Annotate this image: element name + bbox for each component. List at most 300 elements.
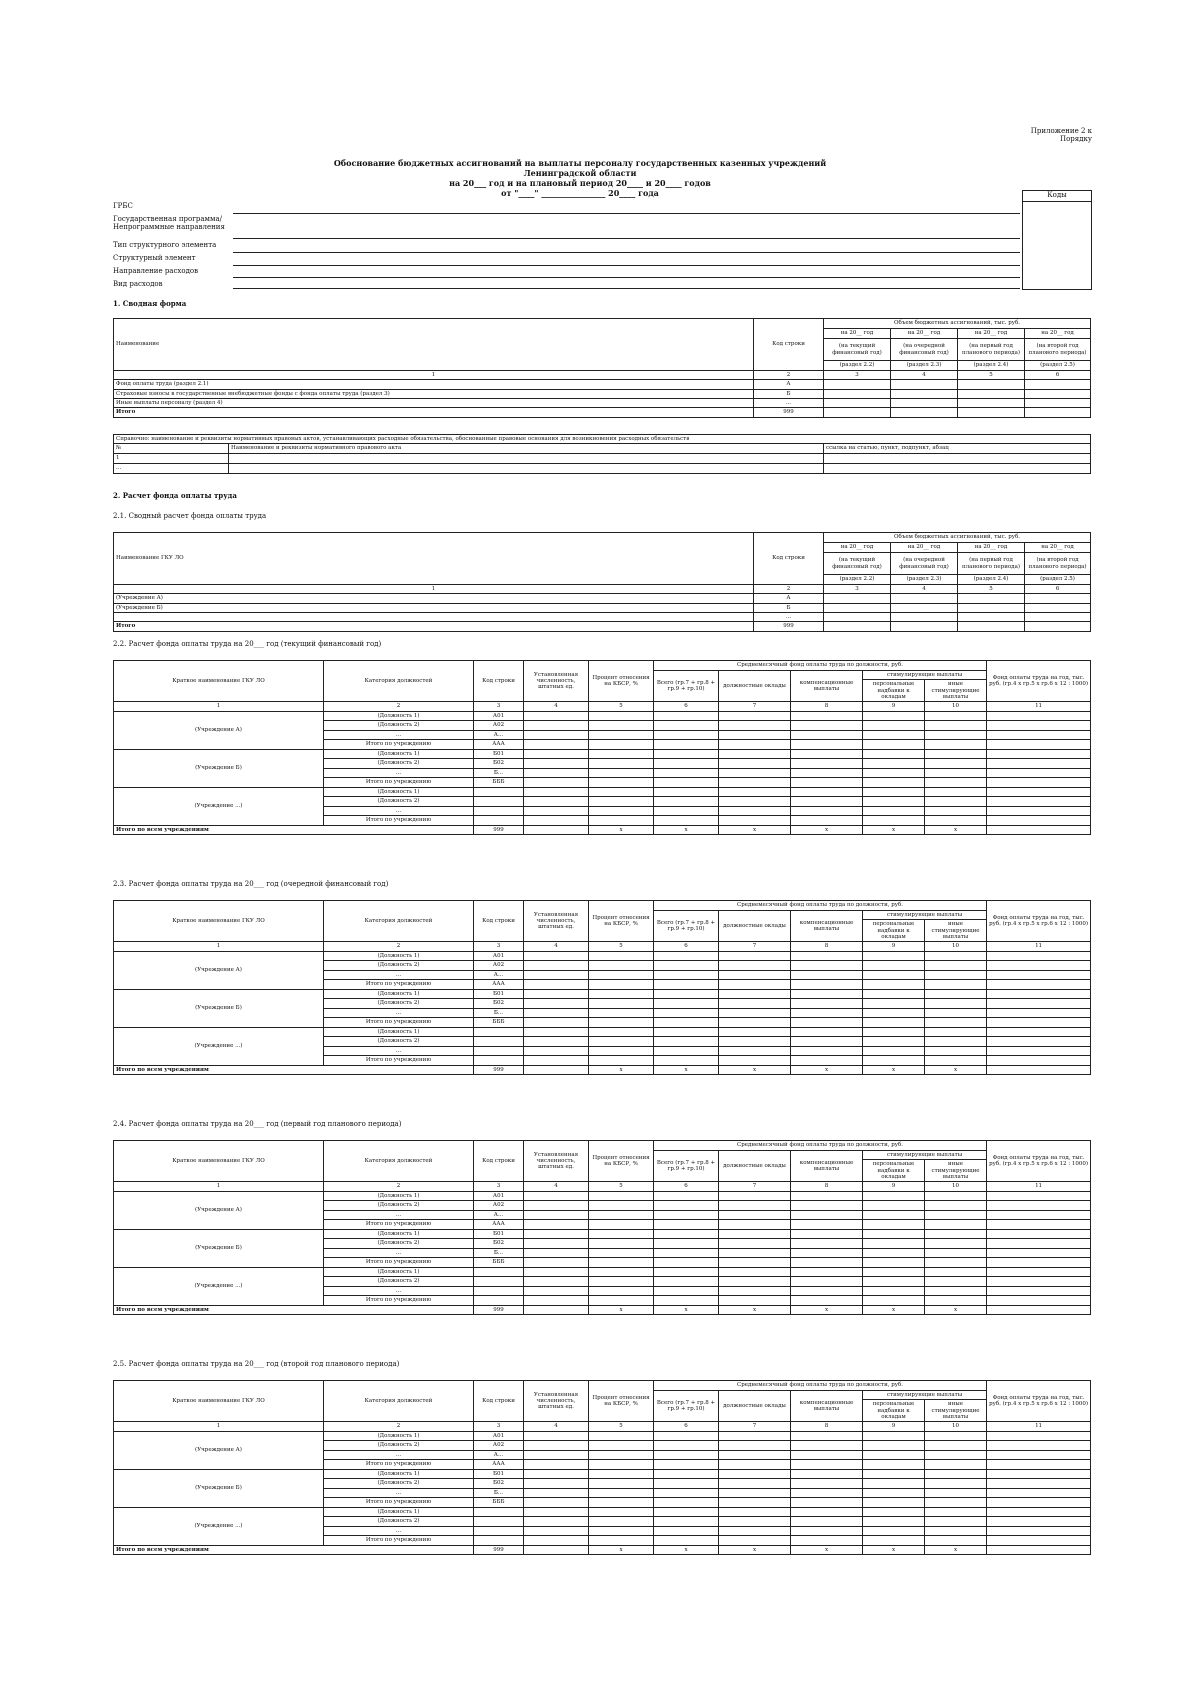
value-cell[interactable] bbox=[863, 1488, 925, 1498]
value-cell[interactable] bbox=[524, 1277, 589, 1287]
value-cell[interactable] bbox=[987, 1037, 1091, 1047]
value-cell[interactable] bbox=[863, 759, 925, 769]
value-cell[interactable] bbox=[987, 816, 1091, 826]
value-cell[interactable] bbox=[654, 1450, 719, 1460]
value-cell[interactable] bbox=[524, 1305, 589, 1314]
value-cell[interactable] bbox=[654, 1220, 719, 1230]
value-cell[interactable] bbox=[987, 1517, 1091, 1527]
value-cell[interactable] bbox=[589, 1191, 654, 1201]
value-cell[interactable] bbox=[654, 797, 719, 807]
value-cell[interactable] bbox=[863, 951, 925, 961]
value-cell[interactable] bbox=[654, 1037, 719, 1047]
value-cell[interactable] bbox=[654, 1286, 719, 1296]
value-cell[interactable] bbox=[863, 1517, 925, 1527]
value-cell[interactable] bbox=[589, 1229, 654, 1239]
value-cell[interactable] bbox=[654, 1277, 719, 1287]
value-cell[interactable] bbox=[987, 806, 1091, 816]
value-cell[interactable] bbox=[891, 389, 958, 398]
value-cell[interactable] bbox=[925, 806, 987, 816]
value-cell[interactable] bbox=[719, 1056, 791, 1066]
value-cell[interactable] bbox=[925, 721, 987, 731]
value-cell[interactable] bbox=[863, 797, 925, 807]
value-cell[interactable] bbox=[891, 398, 958, 407]
value-cell[interactable] bbox=[524, 989, 589, 999]
value-cell[interactable] bbox=[925, 1239, 987, 1249]
value-cell[interactable] bbox=[891, 603, 958, 612]
value-cell[interactable] bbox=[891, 380, 958, 389]
value-cell[interactable] bbox=[987, 740, 1091, 750]
value-cell[interactable] bbox=[524, 1027, 589, 1037]
value-cell[interactable] bbox=[791, 759, 863, 769]
value-cell[interactable] bbox=[987, 980, 1091, 990]
value-cell[interactable] bbox=[654, 1507, 719, 1517]
value-cell[interactable] bbox=[654, 1018, 719, 1028]
value-cell[interactable] bbox=[654, 1191, 719, 1201]
value-cell[interactable] bbox=[654, 1239, 719, 1249]
value-cell[interactable] bbox=[925, 711, 987, 721]
value-cell[interactable] bbox=[719, 1037, 791, 1047]
value-cell[interactable] bbox=[524, 825, 589, 834]
value-cell[interactable] bbox=[791, 1239, 863, 1249]
value-cell[interactable] bbox=[863, 1229, 925, 1239]
value-cell[interactable] bbox=[987, 1469, 1091, 1479]
value-cell[interactable] bbox=[654, 1258, 719, 1268]
value-cell[interactable] bbox=[987, 797, 1091, 807]
value-cell[interactable] bbox=[791, 1191, 863, 1201]
value-cell[interactable] bbox=[824, 603, 891, 612]
value-cell[interactable] bbox=[589, 951, 654, 961]
value-cell[interactable] bbox=[824, 398, 891, 407]
value-cell[interactable] bbox=[524, 980, 589, 990]
value-cell[interactable] bbox=[987, 778, 1091, 788]
value-cell[interactable] bbox=[925, 778, 987, 788]
value-cell[interactable] bbox=[719, 951, 791, 961]
value-cell[interactable] bbox=[719, 730, 791, 740]
value-cell[interactable] bbox=[987, 1220, 1091, 1230]
value-cell[interactable] bbox=[589, 1258, 654, 1268]
value-cell[interactable] bbox=[863, 806, 925, 816]
value-cell[interactable] bbox=[791, 1498, 863, 1508]
value-cell[interactable] bbox=[791, 1258, 863, 1268]
value-cell[interactable] bbox=[987, 768, 1091, 778]
value-cell[interactable] bbox=[524, 1498, 589, 1508]
value-cell[interactable] bbox=[863, 740, 925, 750]
value-cell[interactable] bbox=[791, 1018, 863, 1028]
value-cell[interactable] bbox=[654, 730, 719, 740]
value-cell[interactable] bbox=[524, 721, 589, 731]
value-cell[interactable] bbox=[524, 1460, 589, 1470]
value-cell[interactable] bbox=[589, 1296, 654, 1306]
value-cell[interactable] bbox=[654, 1210, 719, 1220]
value-cell[interactable] bbox=[791, 1479, 863, 1489]
value-cell[interactable] bbox=[863, 1431, 925, 1441]
value-cell[interactable] bbox=[863, 1286, 925, 1296]
value-cell[interactable] bbox=[589, 1460, 654, 1470]
value-cell[interactable] bbox=[719, 1431, 791, 1441]
value-cell[interactable] bbox=[524, 951, 589, 961]
value-cell[interactable] bbox=[589, 778, 654, 788]
value-cell[interactable] bbox=[863, 711, 925, 721]
value-cell[interactable] bbox=[987, 961, 1091, 971]
value-cell[interactable] bbox=[791, 730, 863, 740]
value-cell[interactable] bbox=[791, 1210, 863, 1220]
value-cell[interactable] bbox=[987, 1286, 1091, 1296]
value-cell[interactable] bbox=[1025, 380, 1091, 389]
value-cell[interactable] bbox=[925, 1526, 987, 1536]
value-cell[interactable] bbox=[863, 816, 925, 826]
value-cell[interactable] bbox=[958, 389, 1025, 398]
value-cell[interactable] bbox=[925, 1037, 987, 1047]
value-cell[interactable] bbox=[654, 1479, 719, 1489]
value-cell[interactable] bbox=[719, 1027, 791, 1037]
value-cell[interactable] bbox=[589, 806, 654, 816]
value-cell[interactable] bbox=[925, 1229, 987, 1239]
value-cell[interactable] bbox=[863, 961, 925, 971]
value-cell[interactable] bbox=[719, 970, 791, 980]
value-cell[interactable] bbox=[719, 999, 791, 1009]
value-cell[interactable] bbox=[589, 1498, 654, 1508]
value-cell[interactable] bbox=[589, 961, 654, 971]
value-cell[interactable] bbox=[925, 759, 987, 769]
value-cell[interactable] bbox=[524, 1210, 589, 1220]
value-cell[interactable] bbox=[654, 787, 719, 797]
value-cell[interactable] bbox=[719, 797, 791, 807]
value-cell[interactable] bbox=[791, 1488, 863, 1498]
value-cell[interactable] bbox=[925, 1056, 987, 1066]
value-cell[interactable] bbox=[589, 797, 654, 807]
value-cell[interactable] bbox=[925, 989, 987, 999]
value-cell[interactable] bbox=[524, 778, 589, 788]
value-cell[interactable] bbox=[719, 816, 791, 826]
value-cell[interactable] bbox=[719, 1296, 791, 1306]
value-cell[interactable] bbox=[791, 989, 863, 999]
value-cell[interactable] bbox=[589, 1469, 654, 1479]
value-cell[interactable] bbox=[791, 980, 863, 990]
value-cell[interactable] bbox=[589, 1201, 654, 1211]
value-cell[interactable] bbox=[524, 816, 589, 826]
value-cell[interactable] bbox=[987, 1488, 1091, 1498]
ref-cell[interactable] bbox=[229, 463, 824, 473]
ref-cell[interactable] bbox=[824, 463, 1091, 473]
value-cell[interactable] bbox=[863, 980, 925, 990]
value-cell[interactable] bbox=[719, 721, 791, 731]
value-cell[interactable] bbox=[791, 1277, 863, 1287]
value-cell[interactable] bbox=[791, 1450, 863, 1460]
value-cell[interactable] bbox=[719, 1498, 791, 1508]
value-cell[interactable] bbox=[987, 1008, 1091, 1018]
value-cell[interactable] bbox=[719, 787, 791, 797]
value-cell[interactable] bbox=[524, 787, 589, 797]
value-cell[interactable] bbox=[863, 1239, 925, 1249]
value-cell[interactable] bbox=[524, 1488, 589, 1498]
value-cell[interactable] bbox=[958, 603, 1025, 612]
value-cell[interactable] bbox=[719, 1201, 791, 1211]
value-cell[interactable] bbox=[863, 1037, 925, 1047]
value-cell[interactable] bbox=[824, 389, 891, 398]
value-cell[interactable] bbox=[589, 970, 654, 980]
value-cell[interactable] bbox=[958, 380, 1025, 389]
value-cell[interactable] bbox=[654, 1267, 719, 1277]
value-cell[interactable] bbox=[589, 1286, 654, 1296]
value-cell[interactable] bbox=[987, 711, 1091, 721]
value-cell[interactable] bbox=[589, 1431, 654, 1441]
value-cell[interactable] bbox=[987, 787, 1091, 797]
value-cell[interactable] bbox=[524, 1517, 589, 1527]
value-cell[interactable] bbox=[654, 1517, 719, 1527]
value-cell[interactable] bbox=[925, 730, 987, 740]
value-cell[interactable] bbox=[524, 1229, 589, 1239]
value-cell[interactable] bbox=[925, 768, 987, 778]
value-cell[interactable] bbox=[863, 1507, 925, 1517]
value-cell[interactable] bbox=[987, 1536, 1091, 1546]
value-cell[interactable] bbox=[589, 999, 654, 1009]
value-cell[interactable] bbox=[719, 989, 791, 999]
value-cell[interactable] bbox=[524, 1507, 589, 1517]
value-cell[interactable] bbox=[589, 768, 654, 778]
value-cell[interactable] bbox=[654, 1248, 719, 1258]
value-cell[interactable] bbox=[589, 1046, 654, 1056]
value-cell[interactable] bbox=[1025, 408, 1091, 417]
value-cell[interactable] bbox=[987, 1507, 1091, 1517]
value-cell[interactable] bbox=[524, 1545, 589, 1554]
value-cell[interactable] bbox=[987, 1056, 1091, 1066]
value-cell[interactable] bbox=[863, 1441, 925, 1451]
value-cell[interactable] bbox=[925, 1441, 987, 1451]
value-cell[interactable] bbox=[791, 1286, 863, 1296]
value-cell[interactable] bbox=[791, 1267, 863, 1277]
value-cell[interactable] bbox=[524, 999, 589, 1009]
value-cell[interactable] bbox=[863, 1277, 925, 1287]
value-cell[interactable] bbox=[589, 787, 654, 797]
value-cell[interactable] bbox=[987, 1526, 1091, 1536]
value-cell[interactable] bbox=[1025, 389, 1091, 398]
value-cell[interactable] bbox=[719, 1210, 791, 1220]
value-cell[interactable] bbox=[719, 1220, 791, 1230]
value-cell[interactable] bbox=[891, 594, 958, 603]
value-cell[interactable] bbox=[719, 1191, 791, 1201]
value-cell[interactable] bbox=[863, 1460, 925, 1470]
value-cell[interactable] bbox=[719, 1046, 791, 1056]
value-cell[interactable] bbox=[987, 1498, 1091, 1508]
value-cell[interactable] bbox=[524, 1431, 589, 1441]
value-cell[interactable] bbox=[987, 1450, 1091, 1460]
value-cell[interactable] bbox=[524, 1536, 589, 1546]
value-cell[interactable] bbox=[987, 825, 1091, 834]
value-cell[interactable] bbox=[791, 1027, 863, 1037]
value-cell[interactable] bbox=[524, 1450, 589, 1460]
ref-cell[interactable] bbox=[824, 453, 1091, 463]
value-cell[interactable] bbox=[654, 721, 719, 731]
value-cell[interactable] bbox=[589, 1507, 654, 1517]
value-cell[interactable] bbox=[654, 1008, 719, 1018]
value-cell[interactable] bbox=[925, 1258, 987, 1268]
value-cell[interactable] bbox=[719, 1450, 791, 1460]
value-cell[interactable] bbox=[791, 961, 863, 971]
value-cell[interactable] bbox=[719, 1536, 791, 1546]
value-cell[interactable] bbox=[524, 740, 589, 750]
value-cell[interactable] bbox=[791, 1469, 863, 1479]
value-cell[interactable] bbox=[654, 989, 719, 999]
value-cell[interactable] bbox=[791, 1296, 863, 1306]
value-cell[interactable] bbox=[987, 1296, 1091, 1306]
value-cell[interactable] bbox=[987, 989, 1091, 999]
value-cell[interactable] bbox=[891, 408, 958, 417]
value-cell[interactable] bbox=[654, 980, 719, 990]
value-cell[interactable] bbox=[654, 1201, 719, 1211]
value-cell[interactable] bbox=[589, 740, 654, 750]
value-cell[interactable] bbox=[719, 1441, 791, 1451]
value-cell[interactable] bbox=[863, 1498, 925, 1508]
value-cell[interactable] bbox=[654, 1488, 719, 1498]
value-cell[interactable] bbox=[719, 1488, 791, 1498]
value-cell[interactable] bbox=[654, 1056, 719, 1066]
value-cell[interactable] bbox=[524, 1286, 589, 1296]
value-cell[interactable] bbox=[791, 778, 863, 788]
value-cell[interactable] bbox=[524, 1220, 589, 1230]
value-cell[interactable] bbox=[791, 1220, 863, 1230]
value-cell[interactable] bbox=[925, 787, 987, 797]
value-cell[interactable] bbox=[791, 1441, 863, 1451]
value-cell[interactable] bbox=[589, 1450, 654, 1460]
value-cell[interactable] bbox=[791, 721, 863, 731]
value-cell[interactable] bbox=[863, 1056, 925, 1066]
value-cell[interactable] bbox=[791, 1526, 863, 1536]
value-cell[interactable] bbox=[589, 721, 654, 731]
value-cell[interactable] bbox=[958, 398, 1025, 407]
value-cell[interactable] bbox=[863, 1267, 925, 1277]
value-cell[interactable] bbox=[719, 1239, 791, 1249]
value-cell[interactable] bbox=[719, 1248, 791, 1258]
value-cell[interactable] bbox=[589, 1526, 654, 1536]
value-cell[interactable] bbox=[925, 1210, 987, 1220]
value-cell[interactable] bbox=[987, 1267, 1091, 1277]
value-cell[interactable] bbox=[589, 1488, 654, 1498]
value-cell[interactable] bbox=[1025, 594, 1091, 603]
value-cell[interactable] bbox=[987, 1305, 1091, 1314]
value-cell[interactable] bbox=[524, 797, 589, 807]
value-cell[interactable] bbox=[719, 1277, 791, 1287]
value-cell[interactable] bbox=[719, 1258, 791, 1268]
value-cell[interactable] bbox=[987, 1046, 1091, 1056]
value-cell[interactable] bbox=[654, 1526, 719, 1536]
value-cell[interactable] bbox=[589, 1479, 654, 1489]
value-cell[interactable] bbox=[654, 740, 719, 750]
value-cell[interactable] bbox=[524, 970, 589, 980]
value-cell[interactable] bbox=[524, 1037, 589, 1047]
value-cell[interactable] bbox=[719, 1286, 791, 1296]
value-cell[interactable] bbox=[863, 1191, 925, 1201]
value-cell[interactable] bbox=[791, 1201, 863, 1211]
value-cell[interactable] bbox=[654, 778, 719, 788]
value-cell[interactable] bbox=[719, 1229, 791, 1239]
value-cell[interactable] bbox=[719, 1517, 791, 1527]
value-cell[interactable] bbox=[589, 1248, 654, 1258]
value-cell[interactable] bbox=[524, 1441, 589, 1451]
value-cell[interactable] bbox=[654, 806, 719, 816]
value-cell[interactable] bbox=[925, 1248, 987, 1258]
value-cell[interactable] bbox=[987, 749, 1091, 759]
value-cell[interactable] bbox=[589, 1056, 654, 1066]
value-cell[interactable] bbox=[524, 1469, 589, 1479]
value-cell[interactable] bbox=[987, 1545, 1091, 1554]
value-cell[interactable] bbox=[1025, 612, 1091, 621]
value-cell[interactable] bbox=[589, 749, 654, 759]
value-cell[interactable] bbox=[589, 730, 654, 740]
value-cell[interactable] bbox=[987, 1065, 1091, 1074]
value-cell[interactable] bbox=[719, 1507, 791, 1517]
value-cell[interactable] bbox=[824, 622, 891, 631]
value-cell[interactable] bbox=[589, 989, 654, 999]
value-cell[interactable] bbox=[925, 1277, 987, 1287]
value-cell[interactable] bbox=[654, 749, 719, 759]
value-cell[interactable] bbox=[719, 1469, 791, 1479]
value-cell[interactable] bbox=[589, 1008, 654, 1018]
value-cell[interactable] bbox=[524, 806, 589, 816]
value-cell[interactable] bbox=[925, 797, 987, 807]
value-cell[interactable] bbox=[719, 1479, 791, 1489]
value-cell[interactable] bbox=[654, 759, 719, 769]
value-cell[interactable] bbox=[925, 951, 987, 961]
value-cell[interactable] bbox=[654, 1469, 719, 1479]
value-cell[interactable] bbox=[863, 1027, 925, 1037]
value-cell[interactable] bbox=[891, 622, 958, 631]
value-cell[interactable] bbox=[654, 961, 719, 971]
value-cell[interactable] bbox=[791, 806, 863, 816]
value-cell[interactable] bbox=[987, 1018, 1091, 1028]
value-cell[interactable] bbox=[863, 721, 925, 731]
value-cell[interactable] bbox=[925, 816, 987, 826]
value-cell[interactable] bbox=[589, 1210, 654, 1220]
value-cell[interactable] bbox=[524, 730, 589, 740]
value-cell[interactable] bbox=[589, 1536, 654, 1546]
value-cell[interactable] bbox=[863, 768, 925, 778]
value-cell[interactable] bbox=[863, 1526, 925, 1536]
value-cell[interactable] bbox=[791, 711, 863, 721]
value-cell[interactable] bbox=[925, 1460, 987, 1470]
value-cell[interactable] bbox=[589, 711, 654, 721]
value-cell[interactable] bbox=[524, 749, 589, 759]
value-cell[interactable] bbox=[925, 1469, 987, 1479]
value-cell[interactable] bbox=[863, 730, 925, 740]
value-cell[interactable] bbox=[925, 1431, 987, 1441]
value-cell[interactable] bbox=[925, 1018, 987, 1028]
value-cell[interactable] bbox=[925, 961, 987, 971]
value-cell[interactable] bbox=[863, 1248, 925, 1258]
value-cell[interactable] bbox=[863, 1210, 925, 1220]
value-cell[interactable] bbox=[925, 980, 987, 990]
value-cell[interactable] bbox=[987, 951, 1091, 961]
value-cell[interactable] bbox=[524, 1065, 589, 1074]
value-cell[interactable] bbox=[589, 1517, 654, 1527]
value-cell[interactable] bbox=[863, 1220, 925, 1230]
value-cell[interactable] bbox=[589, 1018, 654, 1028]
value-cell[interactable] bbox=[925, 1507, 987, 1517]
value-cell[interactable] bbox=[589, 1037, 654, 1047]
value-cell[interactable] bbox=[863, 1008, 925, 1018]
value-cell[interactable] bbox=[987, 759, 1091, 769]
value-cell[interactable] bbox=[925, 1046, 987, 1056]
value-cell[interactable] bbox=[987, 1201, 1091, 1211]
value-cell[interactable] bbox=[719, 1018, 791, 1028]
value-cell[interactable] bbox=[524, 1267, 589, 1277]
value-cell[interactable] bbox=[791, 740, 863, 750]
value-cell[interactable] bbox=[589, 980, 654, 990]
value-cell[interactable] bbox=[524, 1018, 589, 1028]
value-cell[interactable] bbox=[863, 1201, 925, 1211]
value-cell[interactable] bbox=[654, 1296, 719, 1306]
value-cell[interactable] bbox=[654, 816, 719, 826]
value-cell[interactable] bbox=[791, 1517, 863, 1527]
